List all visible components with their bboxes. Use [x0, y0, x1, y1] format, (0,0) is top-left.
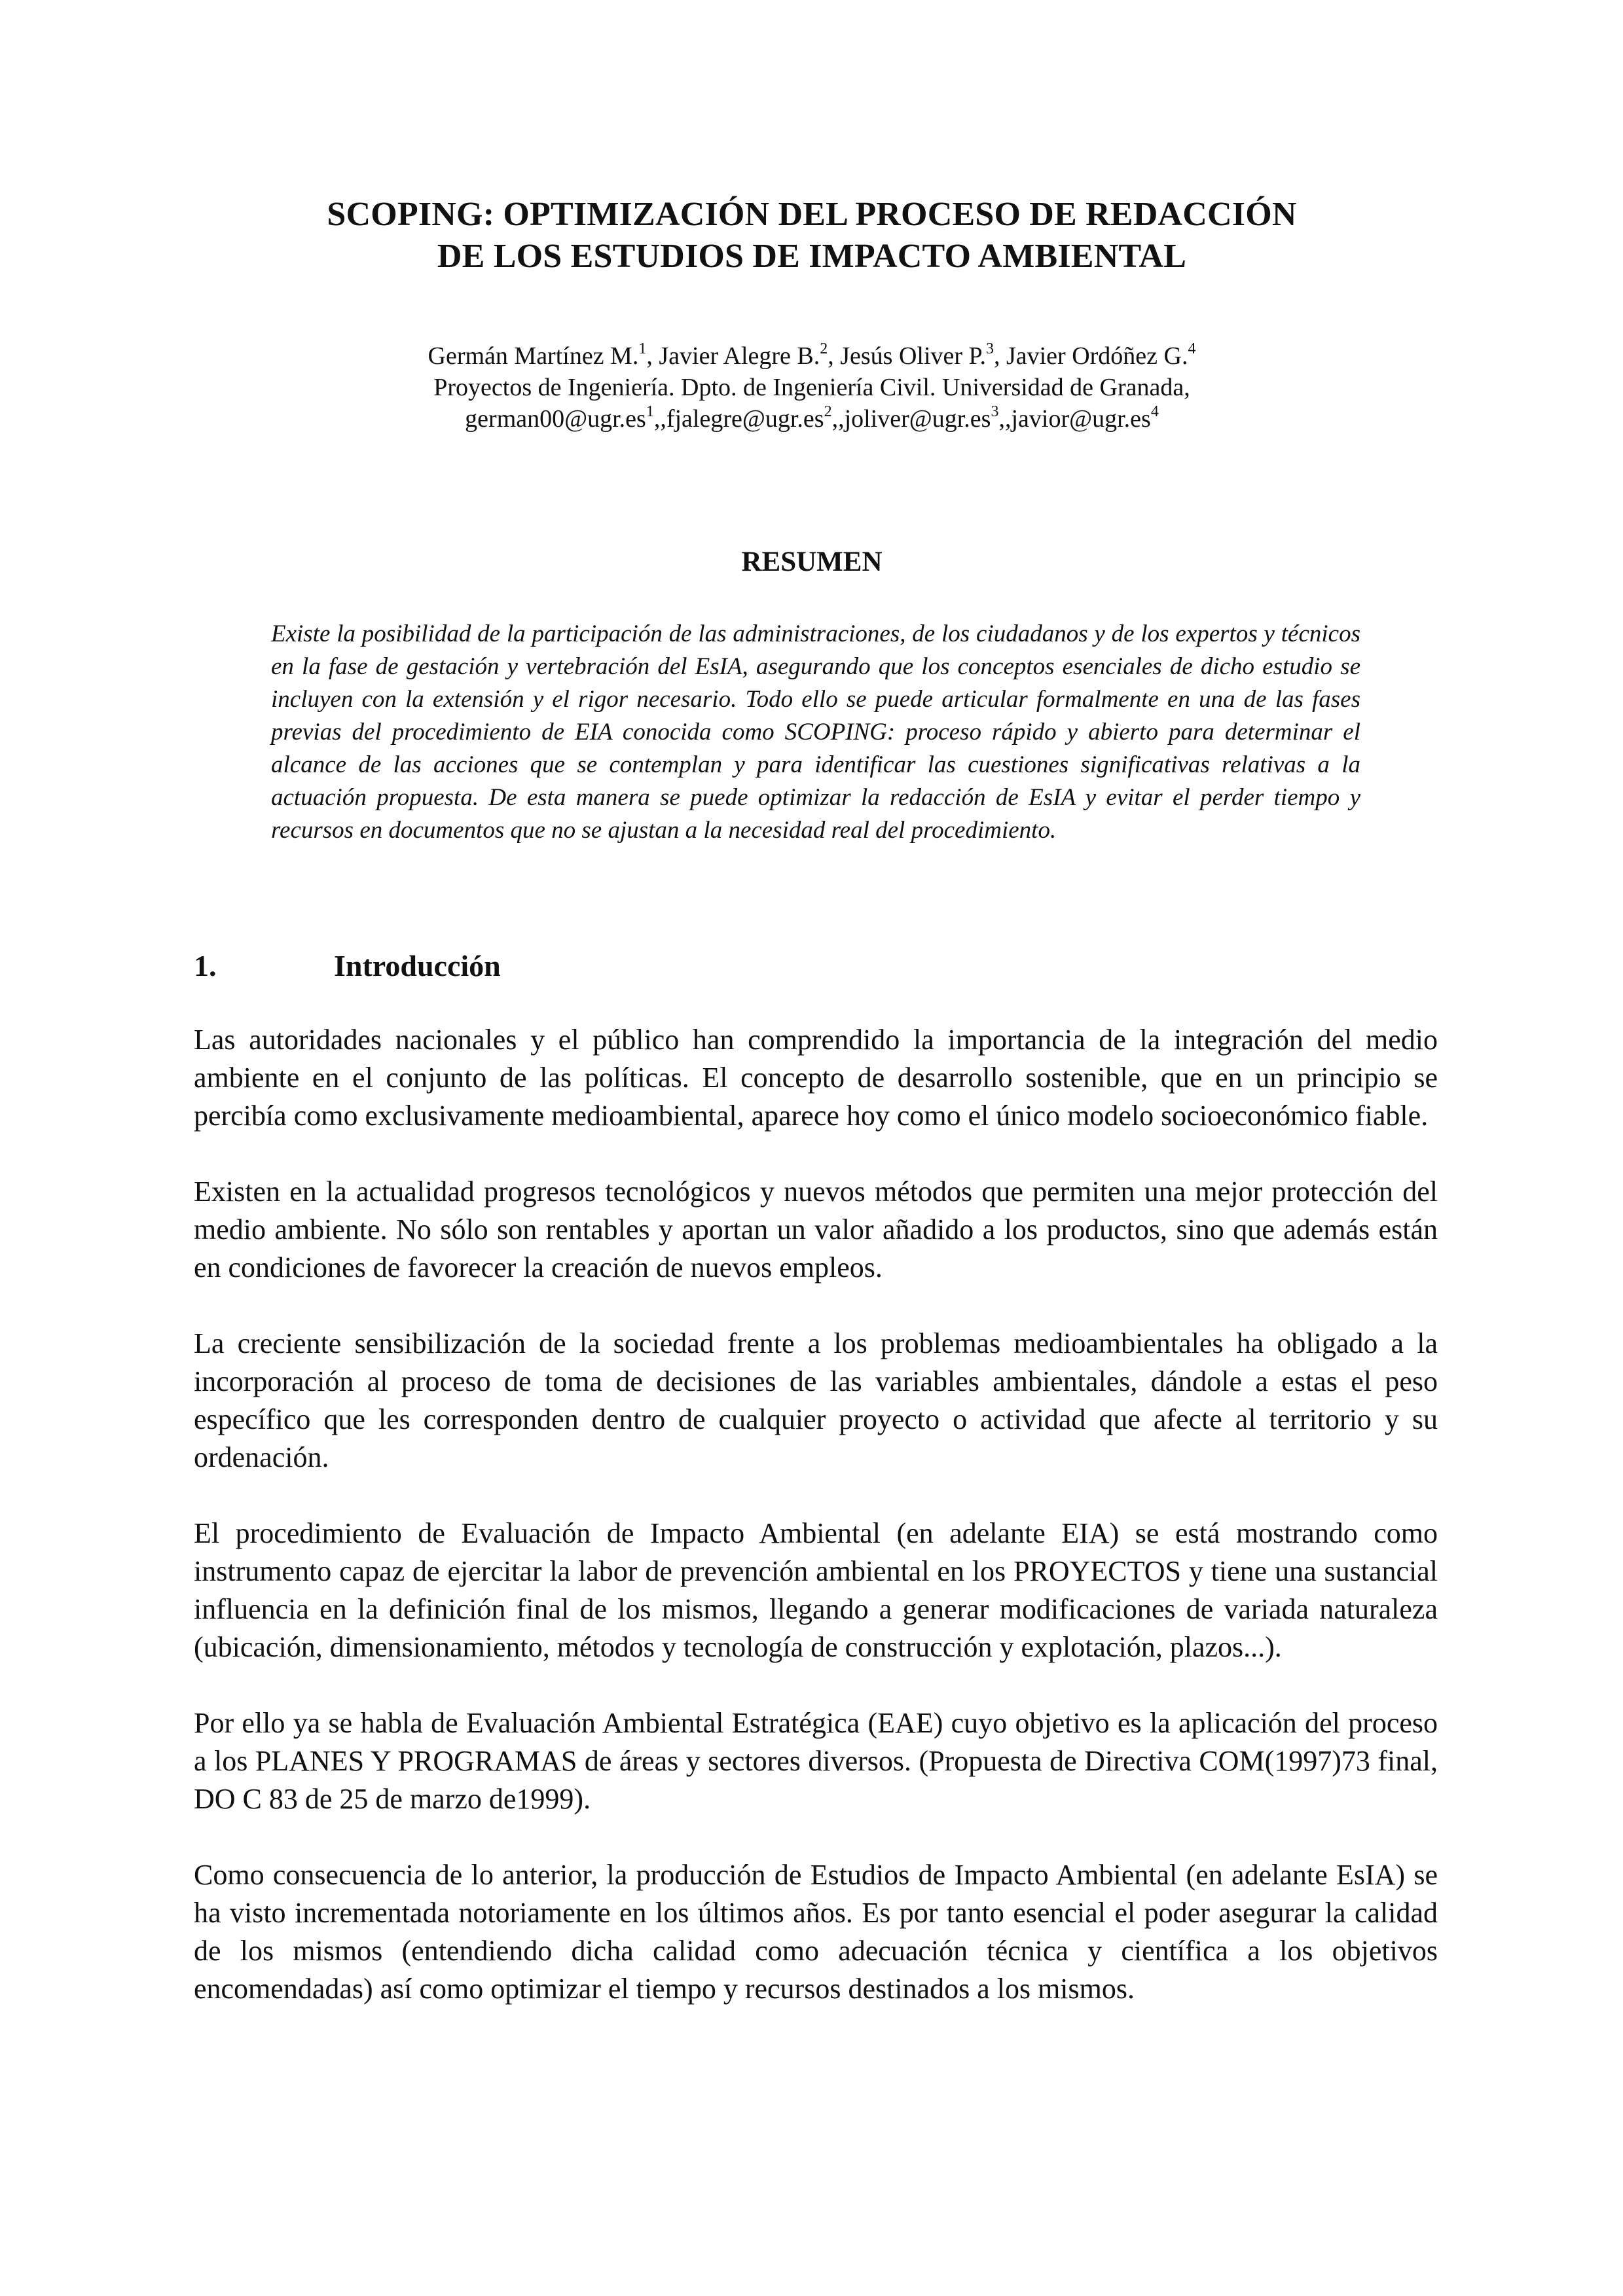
email-list	[196, 403, 1427, 435]
author-email: fjalegre@ugr.es	[666, 405, 824, 433]
author-separator: ,	[828, 342, 841, 370]
body-paragraph: Las autoridades nacionales y el público han comprendido la importancia de la integración del medio ambiente en el conjunto de las políticas. El concepto de desarrollo sostenible, que en un principio se percibía como exclusivamente medioambiental, aparece hoy como el único modelo socioeconómico fiable.	[194, 1024, 1438, 1132]
author-affiliation-mark: 1	[638, 340, 647, 358]
author-separator: ,	[993, 342, 1006, 370]
author-email: javior@ugr.es	[1011, 405, 1151, 433]
email-affiliation-mark: 2	[824, 403, 832, 421]
email-separator: ,,	[831, 405, 845, 433]
author-name: Javier Ordóñez G.	[1006, 342, 1188, 370]
email-separator: ,,	[653, 405, 666, 433]
paper-title	[196, 194, 1427, 278]
author-affiliation-mark: 2	[820, 340, 828, 358]
body-paragraph: Como consecuencia de lo anterior, la producción de Estudios de Impacto Ambiental (en adelante EsIA) se ha visto incrementada notoriamente en los últimos años. Es por tanto esencial el poder asegurar la calidad de los mismos (entendiendo dicha calidad como adecuación técnica y científica a los objetivos encomendadas) así como optimizar el tiempo y recursos destinados a los mismos.	[194, 1859, 1438, 2005]
author-email: german00@ugr.es	[465, 405, 646, 433]
author-name: Jesús Oliver P.	[840, 342, 986, 370]
section-heading	[194, 948, 501, 984]
title-line-2: DE LOS ESTUDIOS DE IMPACTO AMBIENTAL	[437, 238, 1187, 275]
abstract-text: Existe la posibilidad de la participación de las administraciones, de los ciudadanos y de los expertos y técnicos en la fase de gestación y vertebración del EsIA, asegurando que los conceptos esenciales de dicho estudio se incluyen con la extensión y el rigor necesario. Todo ello se puede articular formalmente en una de las fases previas del procedimiento de EIA conocida como SCOPING: proceso rápido y abierto para determinar el alcance de las acciones que se contemplan y para identificar las cuestiones significativas relativas a la actuación propuesta. De esta manera se puede optimizar la redacción de EsIA y evitar el perder tiempo y recursos en documentos que no se ajustan a la necesidad real del procedimiento.	[271, 620, 1360, 844]
email-affiliation-mark: 3	[991, 403, 999, 421]
body-paragraph: Por ello ya se habla de Evaluación Ambiental Estratégica (EAE) cuyo objetivo es la aplicación del proceso a los PLANES Y PROGRAMAS de áreas y sectores diversos. (Propuesta de Directiva COM(1997)73 final, DO C 83 de 25 de marzo de1999).	[194, 1707, 1438, 1815]
title-line-1: SCOPING: OPTIMIZACIÓN DEL PROCESO DE REDACCIÓN	[327, 196, 1297, 233]
author-affiliation-mark: 3	[985, 340, 994, 358]
author-separator: ,	[646, 342, 659, 370]
abstract-heading: RESUMEN	[741, 547, 883, 577]
section-title: Introducción	[334, 949, 501, 982]
section-body	[194, 1021, 1438, 2046]
author-block	[196, 340, 1427, 435]
email-separator: ,,	[998, 405, 1012, 433]
affiliation: Proyectos de Ingeniería. Dpto. de Ingeniería Civil. Universidad de Granada,	[433, 374, 1190, 401]
section-number: 1.	[194, 949, 217, 982]
author-name: Germán Martínez M.	[428, 342, 639, 370]
author-affiliation-mark: 4	[1188, 340, 1196, 358]
author-email: joliver@ugr.es	[844, 405, 991, 433]
body-paragraph: Existen en la actualidad progresos tecnológicos y nuevos métodos que permiten una mejor protección del medio ambiente. No sólo son rentables y aportan un valor añadido a los productos, sino que además están en condiciones de favorecer la creación de nuevos empleos.	[194, 1175, 1438, 1283]
author-list	[196, 340, 1427, 372]
author-name: Javier Alegre B.	[659, 342, 820, 370]
body-paragraph: El procedimiento de Evaluación de Impacto Ambiental (en adelante EIA) se está mostrando como instrumento capaz de ejercitar la labor de prevención ambiental en los PROYECTOS y tiene una sustancial influencia en la definición final de los mismos, llegando a generar modificaciones de variada naturaleza (ubicación, dimensionamiento, métodos y tecnología de construcción y explotación, plazos...).	[194, 1517, 1438, 1663]
body-paragraph: La creciente sensibilización de la sociedad frente a los problemas medioambientales ha obligado a la incorporación al proceso de toma de decisiones de las variables ambientales, dándole a estas el peso específico que les corresponden dentro de cualquier proyecto o actividad que afecte al territorio y su ordenación.	[194, 1327, 1438, 1473]
email-affiliation-mark: 4	[1150, 403, 1159, 421]
email-affiliation-mark: 1	[646, 403, 654, 421]
